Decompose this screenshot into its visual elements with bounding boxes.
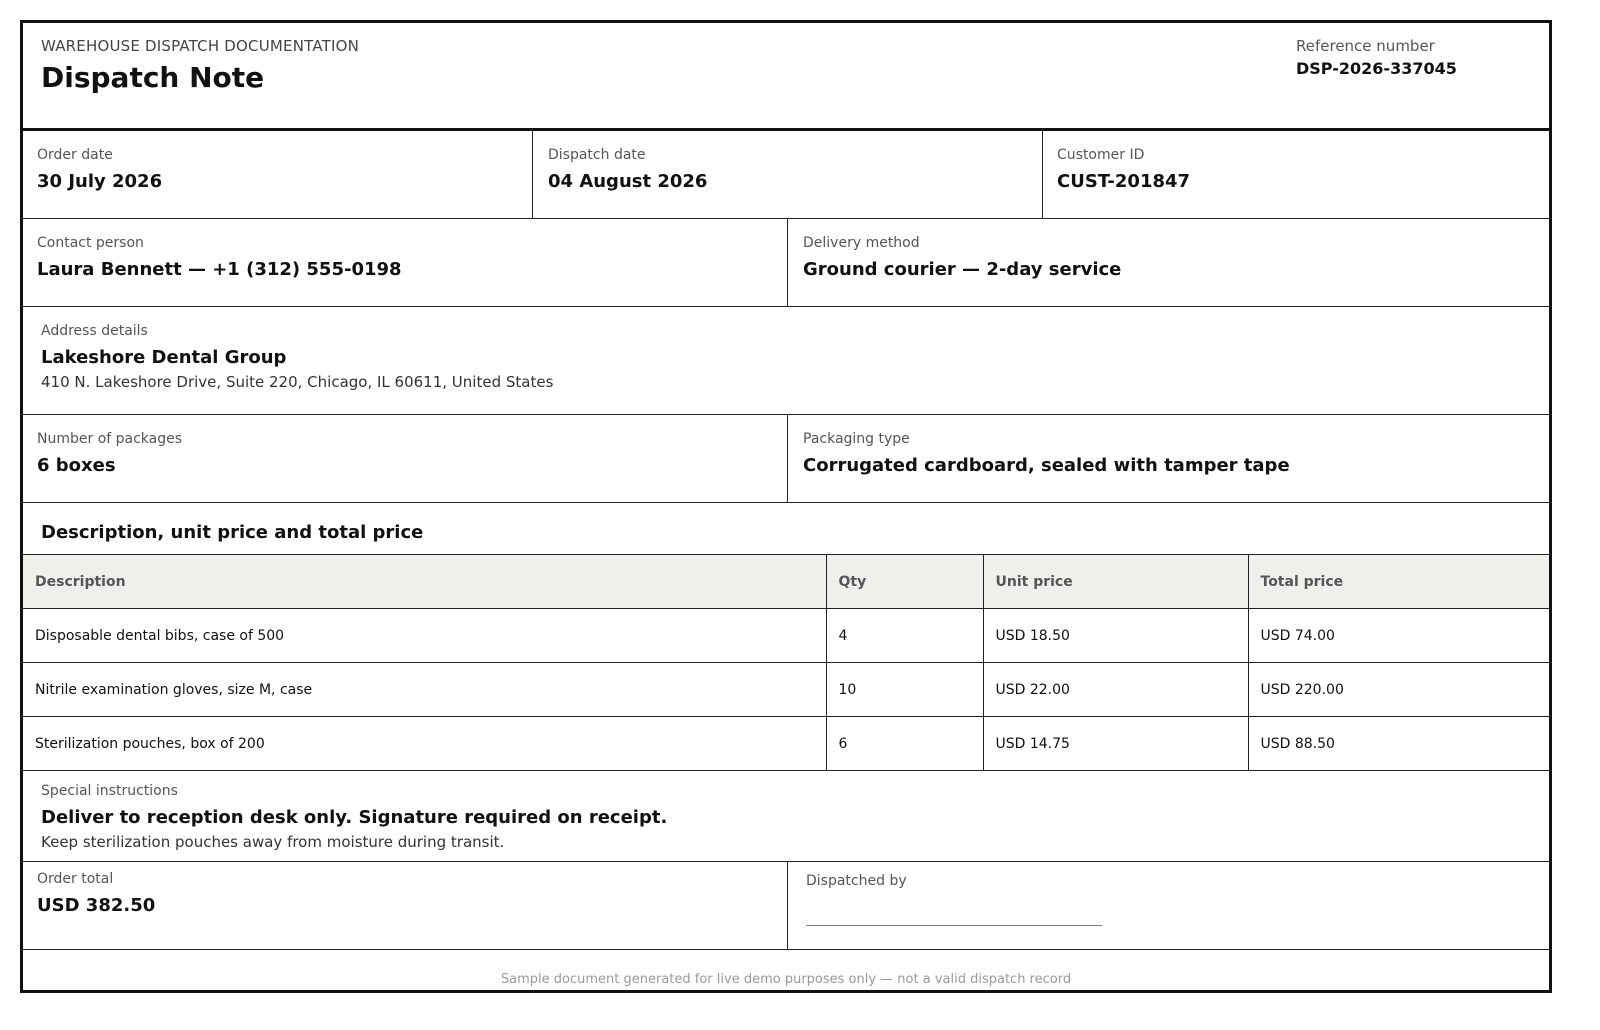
delivery-method-value: Ground courier — 2-day service xyxy=(803,259,1122,280)
contact-person-value: Laura Bennett — +1 (312) 555-0198 xyxy=(37,259,402,280)
reference-number-value: DSP-2026-337045 xyxy=(1296,59,1457,78)
delivery-method-cell xyxy=(787,219,1549,306)
column-header-qty: Qty xyxy=(826,555,983,609)
packaging-type-value: Corrugated cardboard, sealed with tamper tape xyxy=(803,455,1290,476)
footer-disclaimer: Sample document generated for live demo purposes only — not a valid dispatch record xyxy=(500,972,1072,987)
dispatch-date-value: 04 August 2026 xyxy=(548,171,708,192)
dispatched-by-cell xyxy=(787,862,1549,949)
order-total-label: Order total xyxy=(37,871,114,887)
address-row xyxy=(23,307,1549,415)
table-row xyxy=(23,663,1549,717)
order-date-value: 30 July 2026 xyxy=(37,171,163,192)
dispatch-date-cell xyxy=(532,131,1042,218)
packages-row xyxy=(23,415,1549,503)
dates-row xyxy=(23,131,1549,219)
items-table xyxy=(23,554,1549,771)
column-header-description: Description xyxy=(23,555,826,609)
delivery-method-label: Delivery method xyxy=(803,235,920,251)
document-footer xyxy=(23,949,1549,990)
special-instructions-label: Special instructions xyxy=(41,783,178,799)
item-unit-price: USD 22.00 xyxy=(983,663,1248,717)
package-count-label: Number of packages xyxy=(37,431,183,447)
item-unit-price: USD 18.50 xyxy=(983,609,1248,663)
item-total-price: USD 220.00 xyxy=(1248,663,1549,717)
signature-line xyxy=(806,925,1102,926)
item-total-price: USD 74.00 xyxy=(1248,609,1549,663)
table-row xyxy=(23,717,1549,771)
column-header-total-price: Total price xyxy=(1248,555,1549,609)
item-qty: 10 xyxy=(826,663,983,717)
special-instructions-note: Keep sterilization pouches away from moisture during transit. xyxy=(41,833,505,851)
item-qty: 4 xyxy=(826,609,983,663)
document-title: Dispatch Note xyxy=(41,61,265,94)
address-company-name: Lakeshore Dental Group xyxy=(41,347,287,368)
document-kicker: WAREHOUSE DISPATCH DOCUMENTATION xyxy=(41,37,360,55)
item-description: Disposable dental bibs, case of 500 xyxy=(23,609,826,663)
package-count-cell xyxy=(23,415,787,502)
order-date-label: Order date xyxy=(37,147,113,163)
contact-person-label: Contact person xyxy=(37,235,144,251)
customer-id-label: Customer ID xyxy=(1057,147,1145,163)
item-description: Nitrile examination gloves, size M, case xyxy=(23,663,826,717)
dispatch-date-label: Dispatch date xyxy=(548,147,646,163)
customer-id-value: CUST-201847 xyxy=(1057,171,1191,192)
dispatched-by-label: Dispatched by xyxy=(806,873,907,889)
special-instructions-main: Deliver to reception desk only. Signature required on receipt. xyxy=(41,807,668,828)
item-description: Sterilization pouches, box of 200 xyxy=(23,717,826,771)
special-instructions-row xyxy=(23,774,1549,862)
address-line: 410 N. Lakeshore Drive, Suite 220, Chicago, IL 60611, United States xyxy=(41,373,554,391)
packaging-type-label: Packaging type xyxy=(803,431,910,447)
order-total-cell xyxy=(23,862,787,949)
item-unit-price: USD 14.75 xyxy=(983,717,1248,771)
contact-row xyxy=(23,219,1549,307)
contact-person-cell xyxy=(23,219,787,306)
package-count-value: 6 boxes xyxy=(37,455,116,476)
document-header xyxy=(23,23,1549,131)
address-label: Address details xyxy=(41,323,148,339)
column-header-unit-price: Unit price xyxy=(983,555,1248,609)
totals-row xyxy=(23,862,1549,950)
items-section-title-row xyxy=(23,503,1549,554)
reference-number-label: Reference number xyxy=(1296,37,1435,55)
table-row xyxy=(23,609,1549,663)
order-date-cell xyxy=(23,131,532,218)
packaging-type-cell xyxy=(787,415,1549,502)
items-section-title: Description, unit price and total price xyxy=(41,522,424,543)
customer-id-cell xyxy=(1042,131,1549,218)
item-total-price: USD 88.50 xyxy=(1248,717,1549,771)
order-total-value: USD 382.50 xyxy=(37,895,156,916)
items-table-header xyxy=(23,555,1549,609)
item-qty: 6 xyxy=(826,717,983,771)
dispatch-note-document xyxy=(20,20,1552,993)
